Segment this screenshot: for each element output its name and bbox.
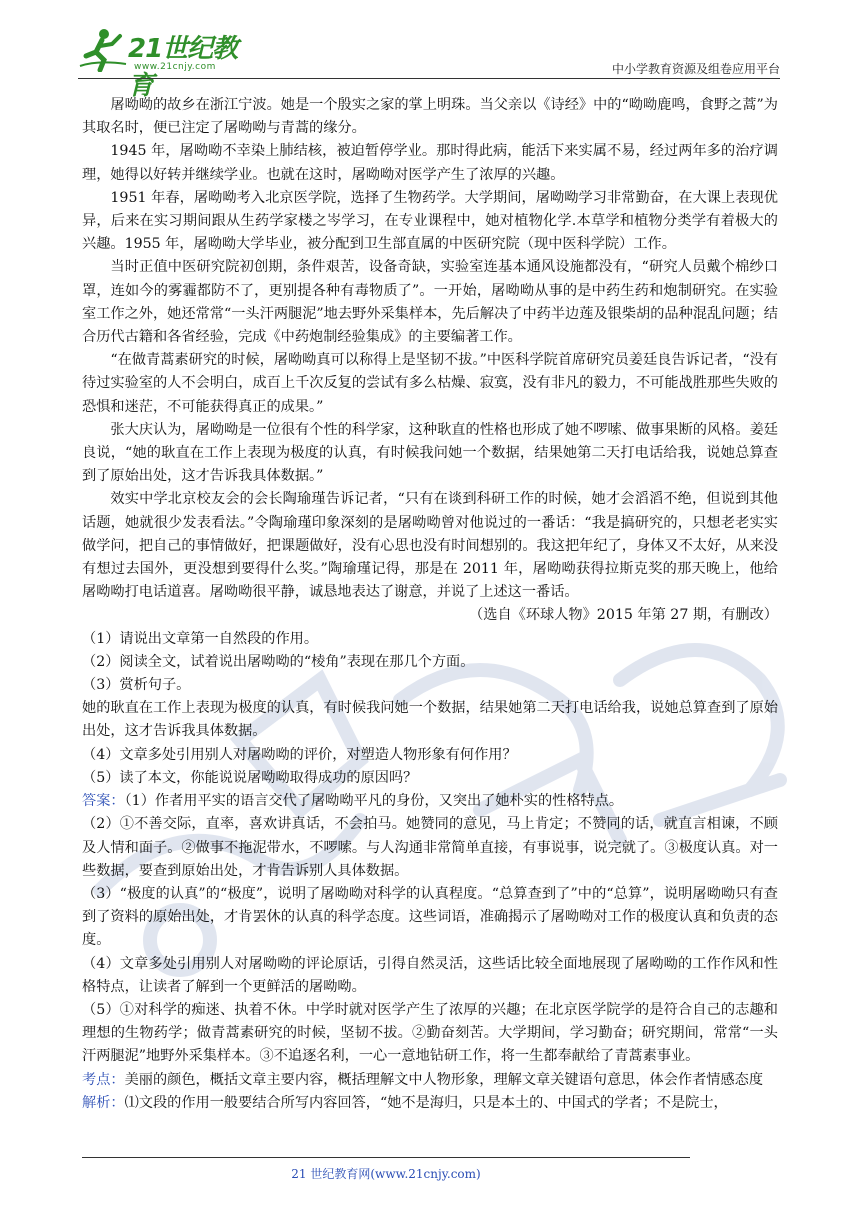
site-logo[interactable] [78,26,258,101]
question-2: （2）阅读全文，试着说出屠呦呦的“棱角”表现在那几个方面。 [82,653,475,670]
paragraph-4: 当时正值中医研究院初创期，条件艰苦，设备奇缺，实验室连基本通风设施都没有，“研究人员戴个棉纱口罩，连如今的雾霾都防不了，更别提各种有毒物质了”。一开始，屠呦呦从事的是中药生药和炮制研究。在实验室工作之外，她还常常“一头汗两腿泥”地去野外采集样本，先后解决了中药半边莲及银柴胡的品种混乱问题；结合历代古籍和各省经验，完成《中药炮制经验集成》的主要编著工作。 [82,259,778,346]
question-4: （4）文章多处引用别人对屠呦呦的评价，对塑造人物形象有何作用？ [82,746,517,763]
question-3: （3）赏析句子。 [82,677,191,694]
header-divider [78,78,780,79]
answer-3: （3）“极度的认真”的“极度”，说明了屠呦呦对科学的认真程度。“总算查到了”中的“总算”，说明屠呦呦只有查到了资料的原始出处，才肯罢休的认真的科学态度。这些词语，准确揭示了屠呦呦对工作的极度认真和负责的态度。 [82,885,778,949]
answer-5: （5）①对科学的痴迷、执着不休。中学时就对医学产生了浓厚的兴趣；在北京医学院学的是符合自己的志趣和理想的生物药学；做青蒿素研究的时候，坚韧不拔。②勤奋刻苦。大学期间，学习勤奋；研究期间，常常“一头汗两腿泥”地野外采集样本。③不追逐名利，一心一意地钻研工作，将一生都奉献给了青蒿素事业。 [82,1001,778,1065]
article-source: （选自《环球人物》2015 年第 27 期，有删改） [469,607,778,624]
paragraph-3: 1951 年春，屠呦呦考入北京医学院，选择了生物药学。大学期间，屠呦呦学习非常勤奋，在大课上表现优异，后来在实习期间跟从生药学家楼之岑学习，在专业课程中，她对植物化学.本草学和植物分类学有着极大的兴趣。1955 年，屠呦呦大学毕业，被分配到卫生部直属的中医研究院（现中医科学院）工作。 [82,189,778,253]
kaodian-label: 考点： [82,1071,125,1088]
runner-logo-icon [78,26,130,72]
answer-label: 答案： [82,793,125,810]
jiexi-label: 解析： [82,1094,125,1111]
paragraph-1: 屠呦呦的故乡在浙江宁波。她是一个殷实之家的掌上明珠。当父亲以《诗经》中的“呦呦鹿鸣，食野之蒿”为其取名时，便已注定了屠呦呦与青蒿的缘分。 [82,97,778,137]
article-content [82,94,778,1115]
platform-tagline: 中小学教育资源及组卷应用平台 [611,62,780,76]
answer-1: （1）作者用平实的语言交代了屠呦呦平凡的身份，又突出了她朴实的性格特点。 [124,793,624,810]
logo-url: www.21cnjy.com [134,62,216,72]
answer-4: （4）文章多处引用别人对屠呦呦的评论原话，引得自然灵活，这些话比较全面地展现了屠呦呦的工作作风和性格特点，让读者了解到一个更鲜活的屠呦呦。 [82,955,778,995]
jiexi-text: ⑴文段的作用一般要结合所写内容回答，“她不是海归，只是本土的、中国式的学者；不是院士， [124,1094,728,1111]
page-footer[interactable]: 21 世纪教育网(www.21cnjy.com) [291,1167,481,1181]
kaodian-text: 美丽的颜色，概括文章主要内容，概括理解文中人物形象，理解文章关键语句意思，体会作者情感态度 [124,1071,764,1088]
jiexi-line [82,1092,778,1115]
kaodian-line [82,1069,778,1092]
question-3-sentence: 她的耿直在工作上表现为极度的认真，有时候我问她一个数据，结果她第二天打电话给我，说她总算查到了原始出处，这才告诉我具体数据。 [82,700,778,740]
paragraph-7: 效实中学北京校友会的会长陶瑜瑾告诉记者，“只有在谈到科研工作的时候，她才会滔滔不绝，但说到其他话题，她就很少发表看法。”令陶瑜瑾印象深刻的是屠呦呦曾对他说过的一番话：“我是搞研究的，只想老老实实做学问，把自己的事情做好，把课题做好，没有心思也没有时间想别的。我这把年纪了，身体又不太好，从来没有想过去国外，更没想到要得什么奖。”陶瑜瑾记得，那是在 2011 年，屠呦呦获得拉斯克奖的那天晚上，他给屠呦呦打电话道喜。屠呦呦很平静，诚恳地表达了谢意，并说了上述这一番话。 [82,491,778,601]
answer-2: （2）①不善交际，直率，喜欢讲真话，不会拍马。她赞同的意见，马上肯定；不赞同的话，就直言相谏，不顾及人情和面子。②做事不拖泥带水，不啰嗦。与人沟通非常简单直接，有事说事，说完就了。③极度认真。对一些数据，要查到原始出处，才肯告诉别人具体数据。 [82,816,778,879]
footer-divider [82,1157,690,1158]
logo-text: 21世纪教育 [128,34,238,101]
answer-1-line [82,790,778,813]
question-1: （1）请说出文章第一自然段的作用。 [82,630,319,647]
paragraph-5: “在做青蒿素研究的时候，屠呦呦真可以称得上是坚韧不拔。”中医科学院首席研究员姜廷良告诉记者，“没有待过实验室的人不会明白，成百上千次反复的尝试有多么枯燥、寂寞，没有非凡的毅力，不可能战胜那些失败的恐惧和迷茫，不可能获得真正的成果。” [82,352,778,415]
page-header [78,18,780,101]
paragraph-6: 张大庆认为，屠呦呦是一位很有个性的科学家，这种耿直的性格也形成了她不啰嗦、做事果断的风格。姜廷良说，“她的耿直在工作上表现为极度的认真，有时候我问她一个数据，结果她第二天打电话给我，说她总算查到了原始出处，这才告诉我具体数据。” [82,421,778,485]
question-5: （5）读了本文，你能说说屠呦呦取得成功的原因吗？ [82,769,418,786]
paragraph-2: 1945 年，屠呦呦不幸染上肺结核，被迫暂停学业。那时得此病，能活下来实属不易，经过两年多的治疗调理，她得以好转并继续学业。也就在这时，屠呦呦对医学产生了浓厚的兴趣。 [82,143,778,183]
